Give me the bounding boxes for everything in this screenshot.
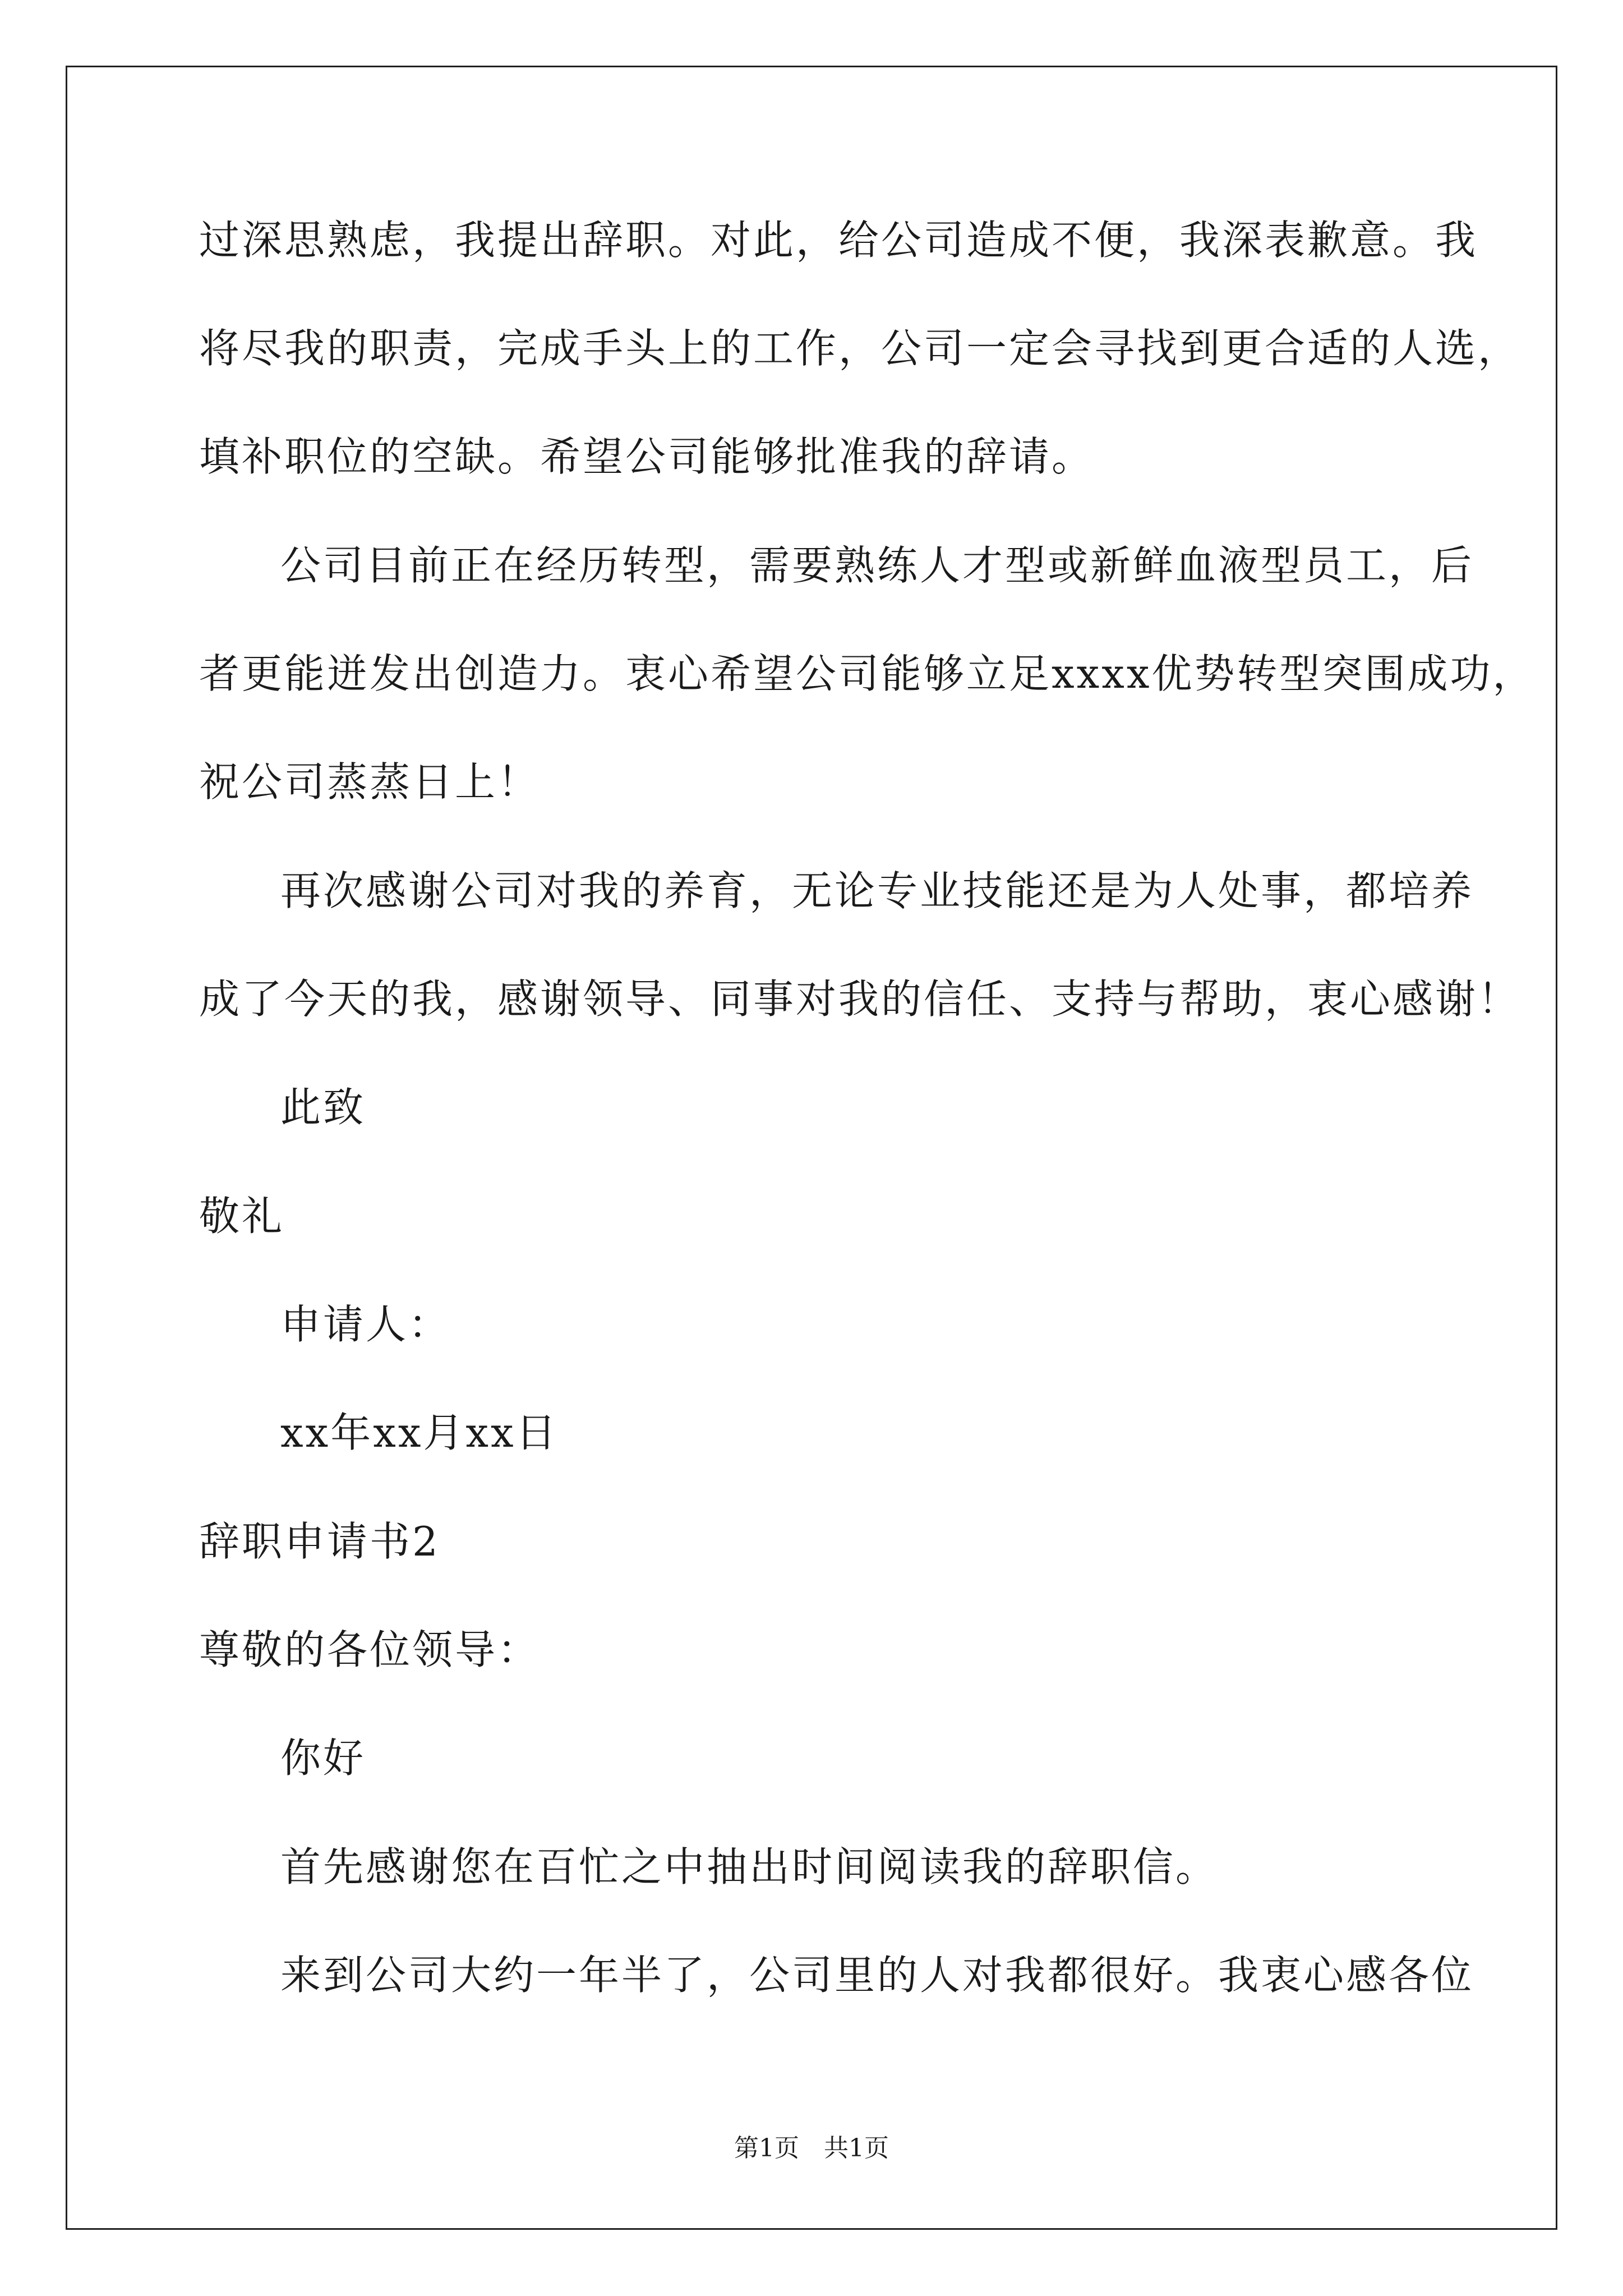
date-line: xx年xx月xx日 (280, 1409, 559, 1456)
text-line: 过深思熟虑，我提出辞职。对此，给公司造成不便，我深表歉意。我 (199, 217, 1478, 264)
greeting-hello: 你好 (280, 1734, 366, 1782)
text-line: 再次感谢公司对我的养育，无论专业技能还是为人处事，都培养 (280, 867, 1474, 914)
text-line: 将尽我的职责，完成手头上的工作，公司一定会寻找到更合适的人选， (199, 325, 1521, 372)
page-footer: 第1页 共1页 (734, 2134, 889, 2162)
text-line: 成了今天的我，感谢领导、同事对我的信任、支持与帮助，衷心感谢！ (199, 976, 1521, 1023)
closing-salutation: 此致 (280, 1084, 366, 1131)
text-line: 填补职位的空缺。希望公司能够批准我的辞请。 (199, 433, 1095, 480)
text-line: 祝公司蒸蒸日上！ (199, 758, 541, 806)
closing-regards: 敬礼 (199, 1193, 285, 1240)
text-line: 者更能迸发出创造力。衷心希望公司能够立足xxxx优势转型突围成功， (199, 650, 1536, 697)
text-line: 首先感谢您在百忙之中抽出时间阅读我的辞职信。 (280, 1843, 1219, 1890)
greeting: 尊敬的各位领导： (199, 1626, 541, 1673)
text-line: 公司目前正在经历转型，需要熟练人才型或新鲜血液型员工，后 (280, 542, 1474, 589)
page-frame (66, 66, 1557, 2230)
applicant-label: 申请人： (280, 1301, 451, 1348)
text-line: 来到公司大约一年半了，公司里的人对我都很好。我衷心感各位 (280, 1952, 1474, 1999)
section-title: 辞职申请书2 (199, 1518, 440, 1565)
